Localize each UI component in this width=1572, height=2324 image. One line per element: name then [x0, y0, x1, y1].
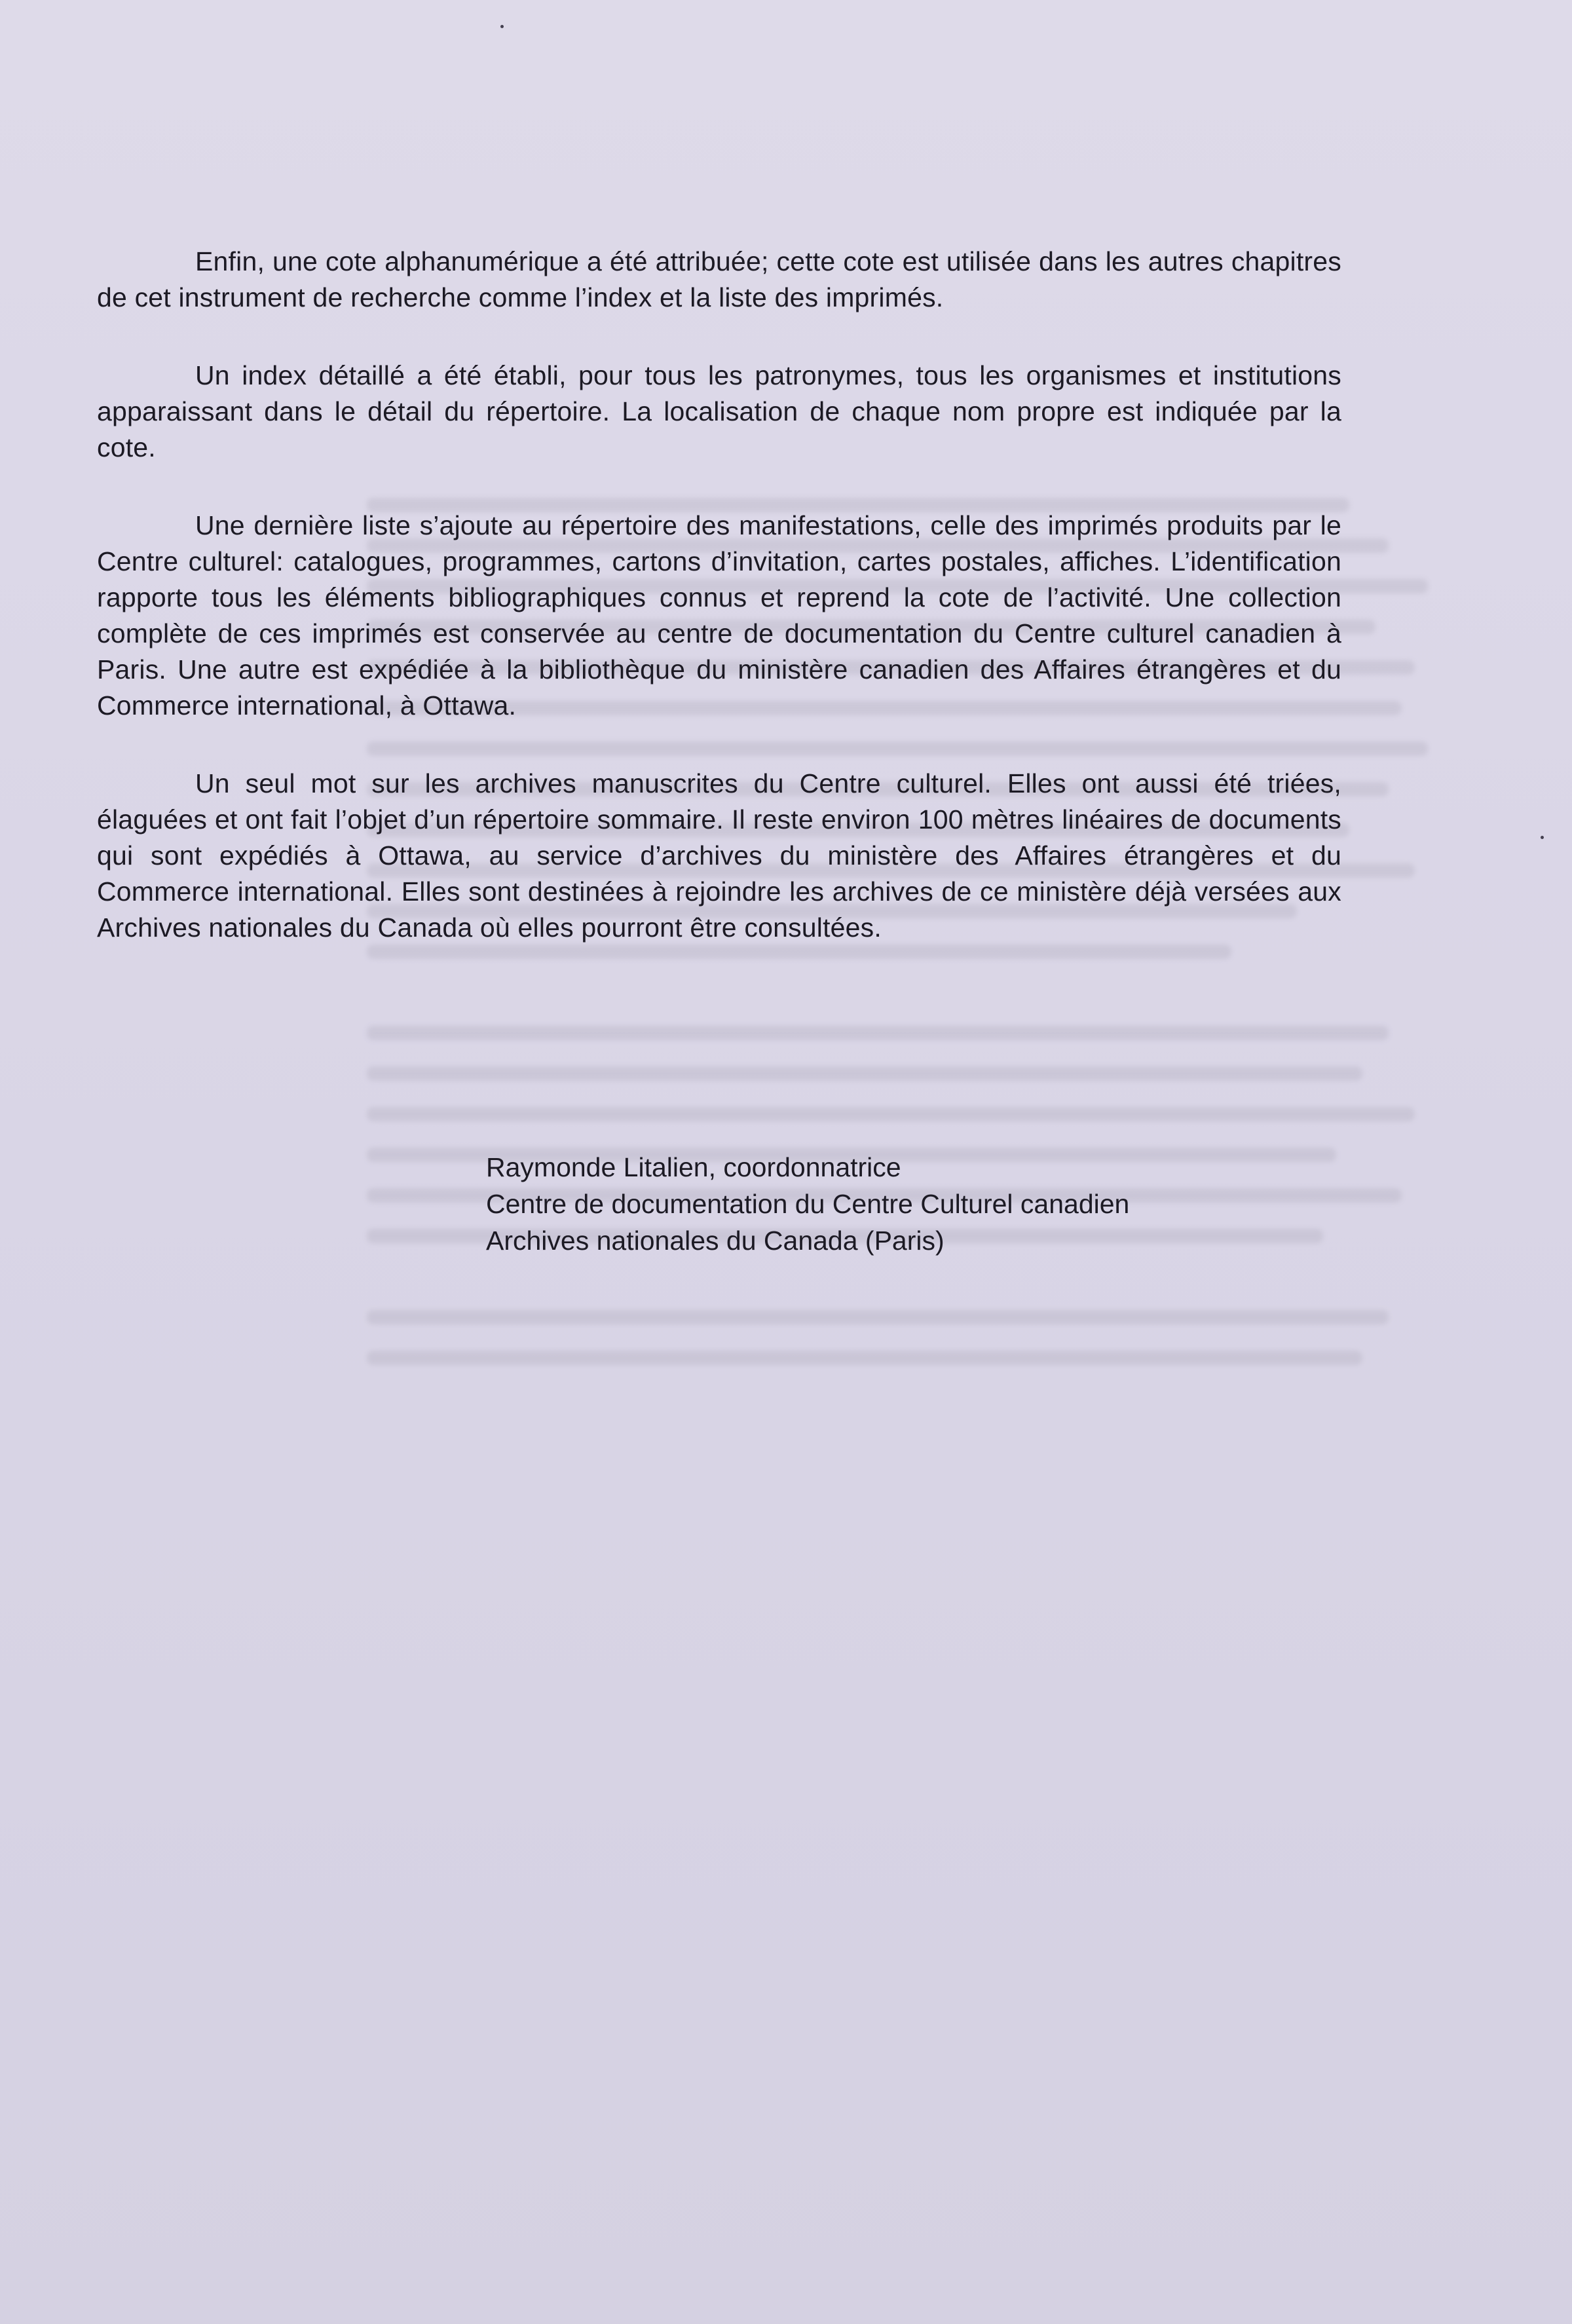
- signature-block: [486, 1149, 1129, 1259]
- scan-speck: [500, 25, 504, 28]
- paragraph-imprimes: Une dernière liste s’ajoute au répertoire des manifestations, celle des imprimés produits par le Centre culturel: catalogues, programmes, cartons d’invitation, cartes postales, affiches. L’identification rapporte tous les éléments bibliographiques connus et reprend la cote de l’activité. Une collection complète de ces imprimés est conservée au centre de documentation du Centre culturel canadien à Paris. Une autre est expédiée à la bibliothèque du ministère canadien des Affaires étrangères et du Commerce international, à Ottawa.: [97, 510, 1341, 721]
- paragraph-cote: Enfin, une cote alphanumérique a été attribuée; cette cote est utilisée dans les autres chapitres de cet instrument de recherche comme l’index et la liste des imprimés.: [97, 246, 1341, 312]
- paragraph-archives: Un seul mot sur les archives manuscrites du Centre culturel. Elles ont aussi été triées, élaguées et ont fait l’objet d’un répertoire sommaire. Il reste environ 100 mètres linéaires de documents qui sont expédiés à Ottawa, au service d’archives du ministère des Affaires étrangères et du Commerce international. Elles sont destinées à rejoindre les archives de ce ministère déjà versées aux Archives nationales du Canada où elles pourront être consultées.: [97, 768, 1341, 943]
- signature-institution: Centre de documentation du Centre Culturel canadien: [486, 1189, 1130, 1219]
- scan-speck: [1541, 836, 1544, 839]
- signature-archives: Archives nationales du Canada (Paris): [486, 1226, 945, 1256]
- signature-name: Raymonde Litalien, coordonnatrice: [486, 1152, 901, 1182]
- paragraph-index: Un index détaillé a été établi, pour tous les patronymes, tous les organismes et institutions apparaissant dans le détail du répertoire. La localisation de chaque nom propre est indiquée par la cote.: [97, 360, 1341, 462]
- document-body: [97, 244, 1341, 988]
